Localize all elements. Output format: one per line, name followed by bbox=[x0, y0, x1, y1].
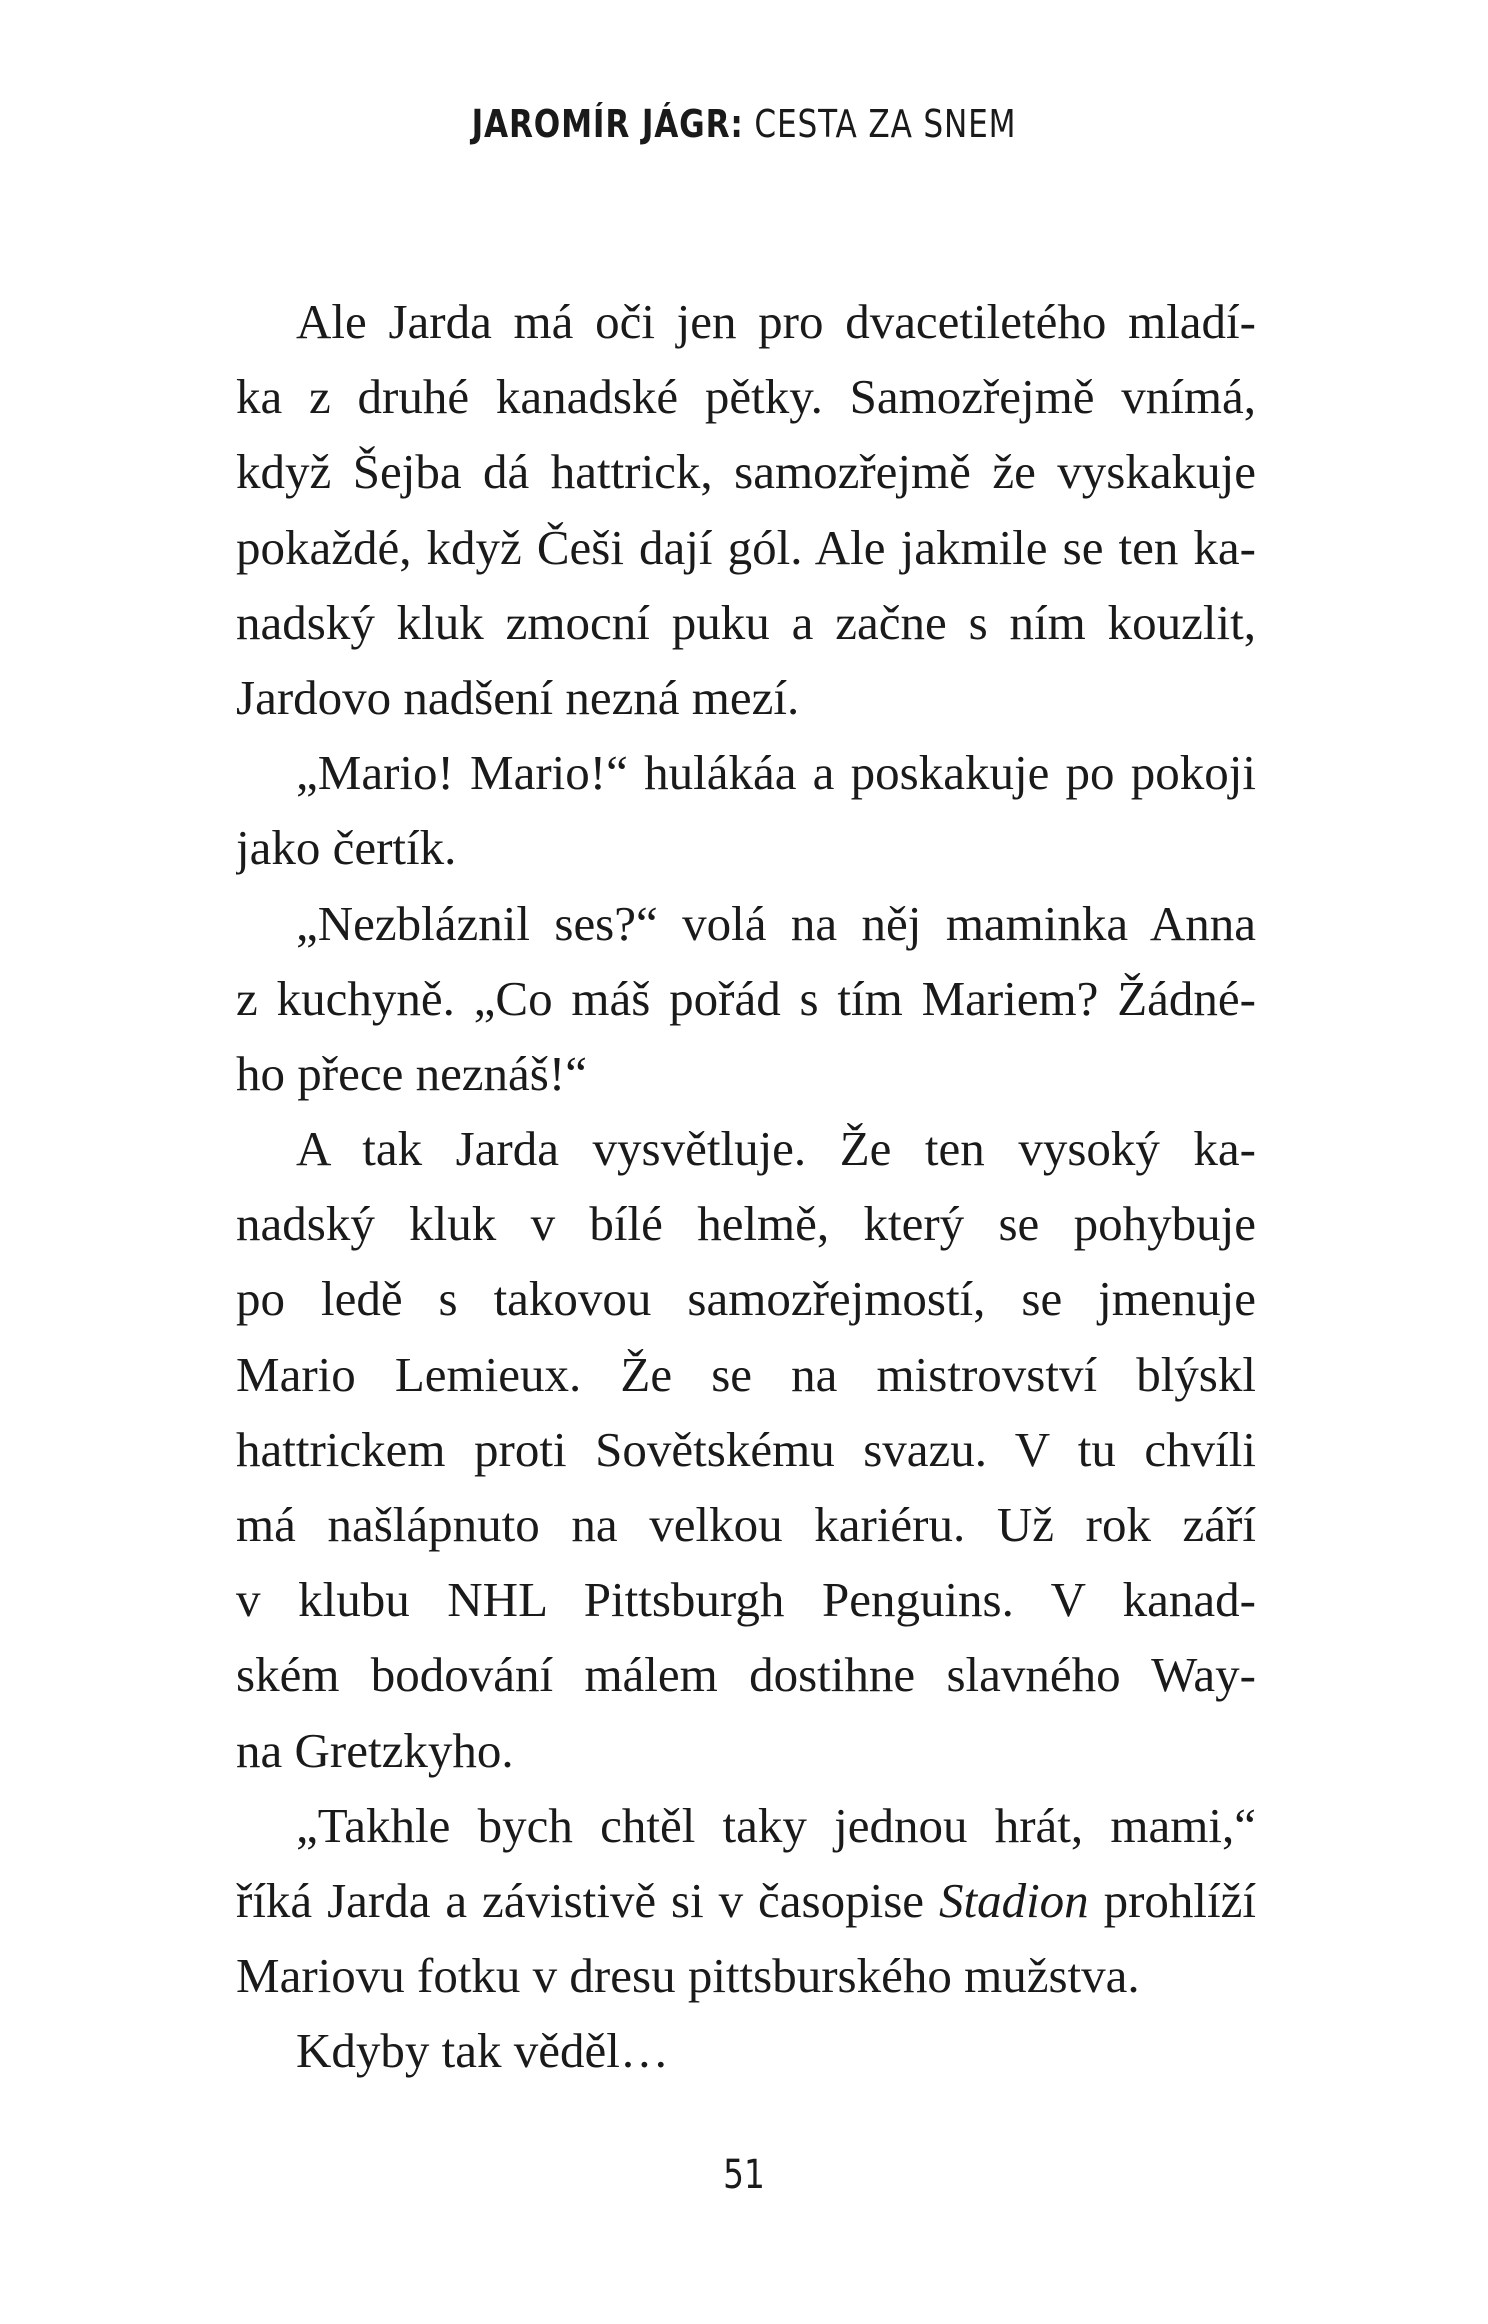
magazine-title: Stadion bbox=[938, 1872, 1089, 1928]
text-line bbox=[236, 1863, 1256, 1938]
header-title: CESTA ZA SNEM bbox=[754, 102, 1017, 146]
text-line: nadský kluk v bílé helmě, který se pohybuje bbox=[236, 1196, 1256, 1252]
text-line: Kdyby tak věděl… bbox=[296, 2023, 669, 2079]
header-author: JAROMÍR JÁGR: bbox=[471, 102, 744, 146]
text-line: „Nezbláznil ses?“ volá na něj maminka Anna bbox=[296, 895, 1256, 951]
text-line: Mario Lemieux. Že se na mistrovství blýskl bbox=[236, 1346, 1256, 1402]
body-text bbox=[236, 284, 1256, 2089]
text-line: Ale Jarda má oči jen pro dvacetiletého mladí- bbox=[296, 294, 1256, 349]
text-line: ka z druhé kanadské pětky. Samozřejmě vnímá, bbox=[236, 369, 1256, 425]
text-line: Jardovo nadšení nezná mezí. bbox=[236, 669, 800, 725]
text-line: jako čertík. bbox=[236, 820, 457, 876]
text-line: pokaždé, když Češi dají gól. Ale jakmile se ten ka- bbox=[236, 519, 1256, 575]
text-line: „Mario! Mario!“ hulákáa a poskakuje po pokoji bbox=[296, 745, 1256, 801]
text-line: „Takhle bych chtěl taky jednou hrát, mami,“ bbox=[296, 1797, 1256, 1853]
text-line: po ledě s takovou samozřejmostí, se jmenuje bbox=[236, 1271, 1256, 1327]
text-line: ho přece neznáš!“ bbox=[236, 1045, 587, 1101]
text-line: A tak Jarda vysvětluje. Že ten vysoký ka- bbox=[296, 1121, 1256, 1177]
text-line: má našlápnuto na velkou kariéru. Už rok září bbox=[236, 1497, 1256, 1552]
text-line: když Šejba dá hattrick, samozřejmě že vyskakuje bbox=[236, 444, 1256, 500]
page-number: 51 bbox=[723, 2152, 765, 2198]
text-line: na Gretzkyho. bbox=[236, 1722, 514, 1778]
text-line: ském bodování málem dostihne slavného Way- bbox=[236, 1647, 1256, 1703]
running-head bbox=[134, 102, 1354, 146]
text-segment: prohlíží bbox=[1103, 1872, 1256, 1928]
text-segment: říká Jarda a závistivě si v časopise bbox=[236, 1872, 925, 1928]
text-line: nadský kluk zmocní puku a začne s ním kouzlit, bbox=[236, 594, 1256, 650]
text-line: Mariovu fotku v dresu pittsburského mužstva. bbox=[236, 1948, 1140, 2004]
text-line: hattrickem proti Sovětskému svazu. V tu chvíli bbox=[236, 1421, 1256, 1477]
text-line: z kuchyně. „Co máš pořád s tím Mariem? Žádné- bbox=[236, 970, 1256, 1026]
text-line: v klubu NHL Pittsburgh Penguins. V kanad- bbox=[236, 1572, 1256, 1628]
